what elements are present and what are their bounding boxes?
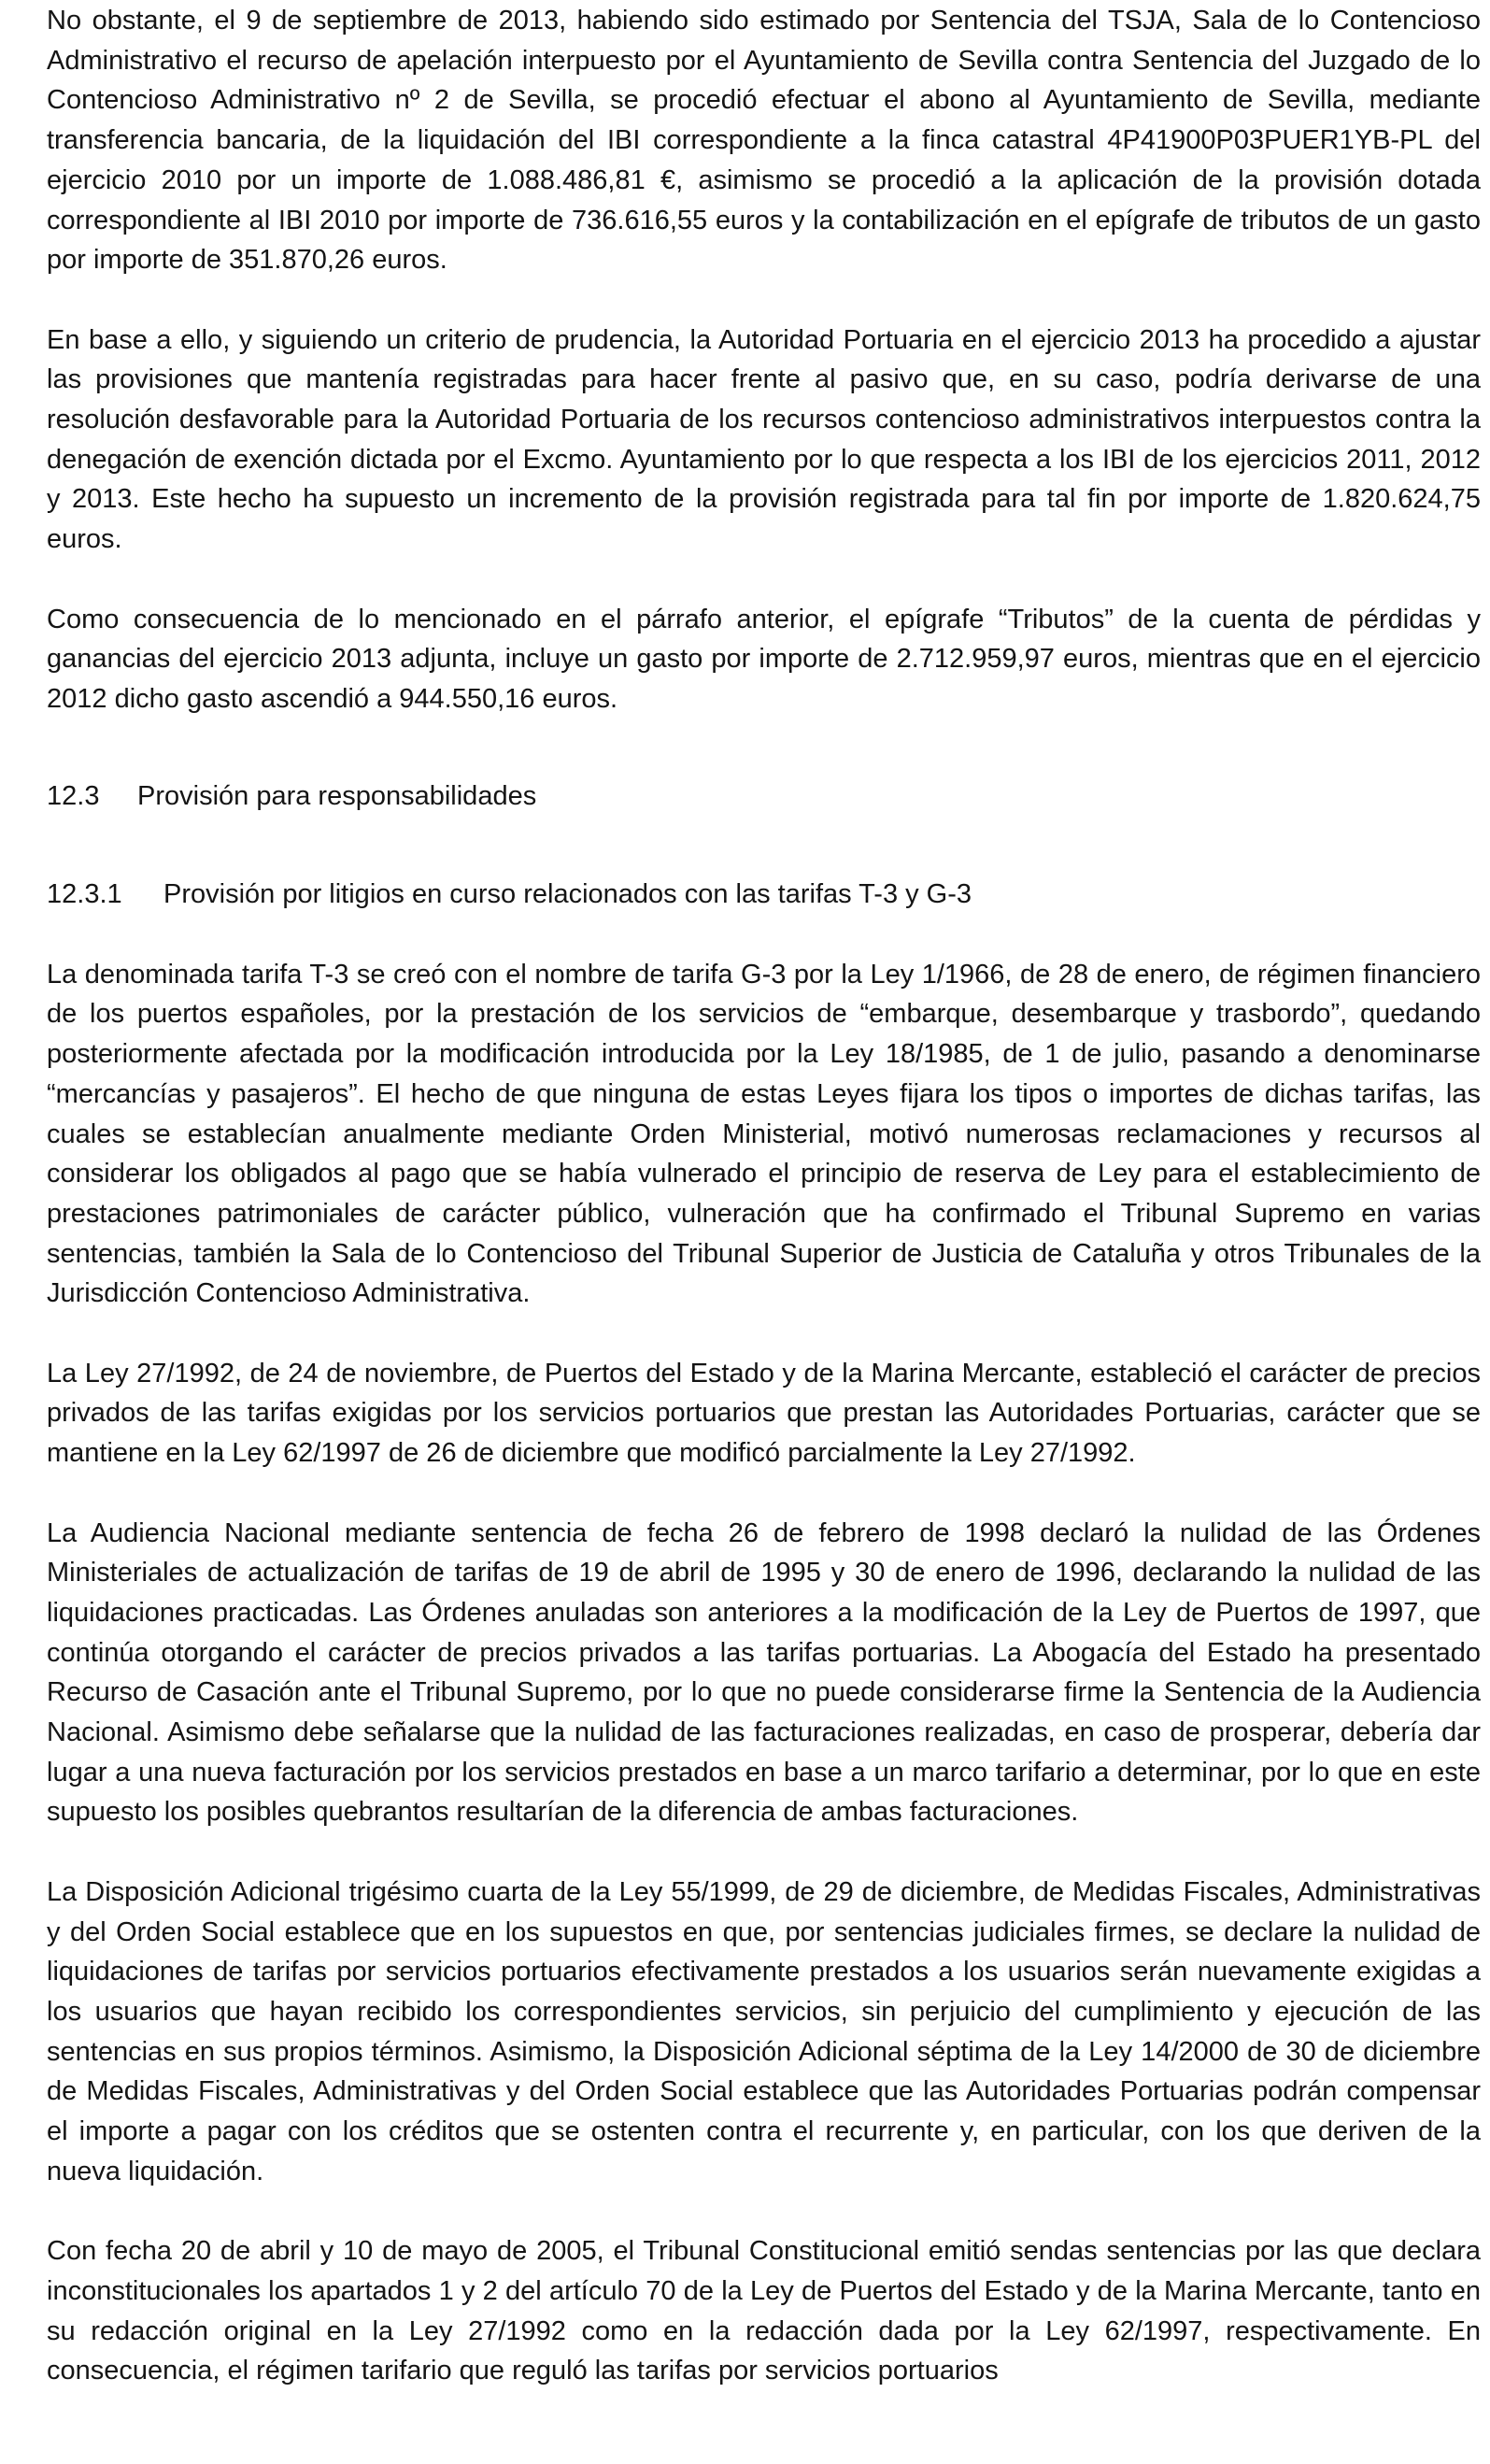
paragraph-ley-27-1992: La Ley 27/1992, de 24 de noviembre, de Puertos del Estado y de la Marina Mercante, estableció el carácter de precios privados de las tarifas exigidas por los servicios portuarios que prestan las Autoridades Portuarias, carácter que se mantiene en la Ley 62/1997 de 26 de diciembre que modificó parcialmente la Ley 27/1992. [47, 1358, 1481, 1469]
paragraph-provision-adjustment: En base a ello, y siguiendo un criterio de prudencia, la Autoridad Portuaria en el ejercicio 2013 ha procedido a ajustar las provisiones que mantenía registradas para hacer frente al pasivo que, en su caso, podría derivarse de una resolución desfavorable para la Autoridad Portuaria de los recursos contencioso administrativos interpuestos contra la denegación de exención dictada por el Excmo. Ayuntamiento por lo que respecta a los IBI de los ejercicios 2011, 2012 y 2013. Este hecho ha supuesto un incremento de la provisión registrada para tal fin por importe de 1.820.624,75 euros. [47, 324, 1481, 555]
document-page [47, 0, 1481, 2391]
paragraph-audiencia-nacional: La Audiencia Nacional mediante sentencia de fecha 26 de febrero de 1998 declaró la nulidad de las Órdenes Ministeriales de actualización de tarifas de 19 de abril de 1995 y 30 de enero de 1996, declarando la nulidad de las liquidaciones practicadas. Las Órdenes anuladas son anteriores a la modificación de la Ley de Puertos de 1997, que continúa otorgando el carácter de precios privados a las tarifas portuarias. La Abogacía del Estado ha presentado Recurso de Casación ante el Tribunal Supremo, por lo que no puede considerarse firme la Sentencia de la Audiencia Nacional. Asimismo debe señalarse que la nulidad de las facturaciones realizadas, en caso de prosperar, debería dar lugar a una nueva facturación por los servicios prestados en base a un marco tarifario a determinar, por lo que en este supuesto los posibles quebrantos resultarían de la diferencia de ambas facturaciones. [47, 1517, 1481, 1828]
subsection-title: Provisión por litigios en curso relacionados con las tarifas T-3 y G-3 [163, 879, 972, 910]
section-number: 12.3 [47, 780, 100, 811]
subsection-heading [47, 875, 1481, 915]
section-heading [47, 776, 1481, 817]
paragraph-tribunal-constitucional: Con fecha 20 de abril y 10 de mayo de 2005, el Tribunal Constitucional emitió sendas sentencias por las que declara inconstitucionales los apartados 1 y 2 del artículo 70 de la Ley de Puertos del Estado y de la Marina Mercante, tanto en su redacción original en la Ley 27/1992 como en la redacción dada por la Ley 62/1997, respectivamente. En consecuencia, el régimen tarifario que reguló las tarifas por servicios portuarios [47, 2236, 1481, 2386]
subsection-number: 12.3.1 [47, 879, 122, 910]
section-title: Provisión para responsabilidades [137, 780, 537, 811]
paragraph-tarifa-t3: La denominada tarifa T-3 se creó con el nombre de tarifa G-3 por la Ley 1/1966, de 28 de enero, de régimen financiero de los puertos españoles, por la prestación de los servicios de “embarque, desembarque y trasbordo”, quedando posteriormente afectada por la modificación introducida por la Ley 18/1985, de 1 de julio, pasando a denominarse “mercancías y pasajeros”. El hecho de que ninguna de estas Leyes fijara los tipos o importes de dichas tarifas, las cuales se establecían anualmente mediante Orden Ministerial, motivó numerosas reclamaciones y recursos al considerar los obligados al pago que se había vulnerado el principio de reserva de Ley para el establecimiento de prestaciones patrimoniales de carácter público, vulneración que ha confirmado el Tribunal Supremo en varias sentencias, también la Sala de lo Contencioso del Tribunal Superior de Justicia de Cataluña y otros Tribunales de la Jurisdicción Contencioso Administrativa. [47, 959, 1481, 1309]
paragraph-ibi-2010: No obstante, el 9 de septiembre de 2013, habiendo sido estimado por Sentencia del TSJA, Sala de lo Contencioso Administrativo el recurso de apelación interpuesto por el Ayuntamiento de Sevilla contra Sentencia del Juzgado de lo Contencioso Administrativo nº 2 de Sevilla, se procedió efectuar el abono al Ayuntamiento de Sevilla, mediante transferencia bancaria, de la liquidación del IBI correspondiente a la finca catastral 4P41900P03PUER1YB-PL del ejercicio 2010 por un importe de 1.088.486,81 €, asimismo se procedió a la aplicación de la provisión dotada correspondiente al IBI 2010 por importe de 736.616,55 euros y la contabilización en el epígrafe de tributos de un gasto por importe de 351.870,26 euros. [47, 6, 1481, 276]
paragraph-tributos-expense: Como consecuencia de lo mencionado en el párrafo anterior, el epígrafe “Tributos” de la cuenta de pérdidas y ganancias del ejercicio 2013 adjunta, incluye un gasto por importe de 2.712.959,97 euros, mientras que en el ejercicio 2012 dicho gasto ascendió a 944.550,16 euros. [47, 604, 1481, 714]
paragraph-disposicion-adicional: La Disposición Adicional trigésimo cuarta de la Ley 55/1999, de 29 de diciembre, de Medidas Fiscales, Administrativas y del Orden Social establece que en los supuestos en que, por sentencias judiciales firmes, se declare la nulidad de liquidaciones de tarifas por servicios portuarios efectivamente prestados a los usuarios serán nuevamente exigidas a los usuarios que hayan recibido los correspondientes servicios, sin perjuicio del cumplimiento y ejecución de las sentencias en sus propios términos. Asimismo, la Disposición Adicional séptima de la Ley 14/2000 de 30 de diciembre de Medidas Fiscales, Administrativas y del Orden Social establece que las Autoridades Portuarias podrán compensar el importe a pagar con los créditos que se ostenten contra el recurrente y, en particular, con los que deriven de la nueva liquidación. [47, 1876, 1481, 2186]
